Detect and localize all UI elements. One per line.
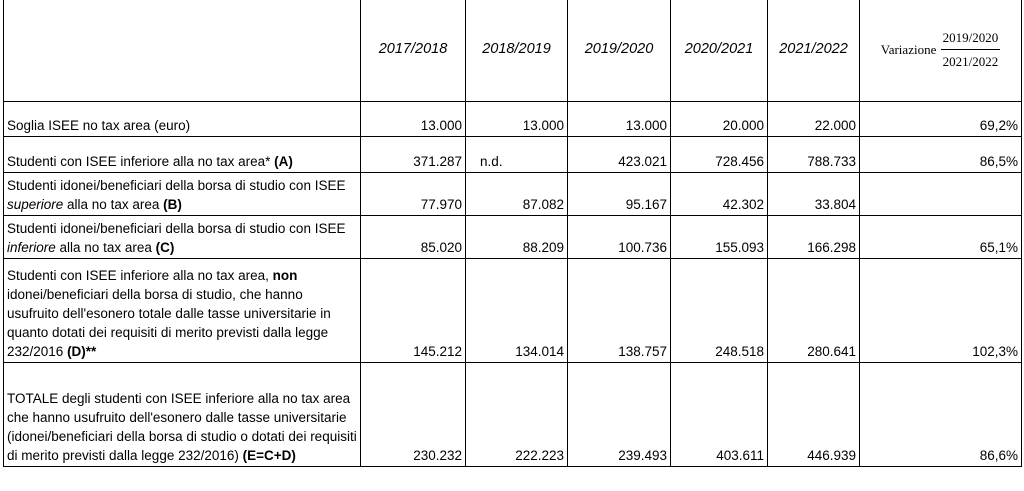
value-cell: 20.000 xyxy=(671,102,768,137)
value-cell: 166.298 xyxy=(768,216,860,259)
row-label xyxy=(4,102,361,137)
row-label-part: non xyxy=(272,268,298,283)
variation-fraction xyxy=(941,28,1001,71)
row-label xyxy=(4,363,361,467)
row-label-part: inferiore xyxy=(7,240,56,255)
row-label-part: (B) xyxy=(163,197,182,212)
value-cell: 138.757 xyxy=(568,259,671,363)
variation-cell: 86,5% xyxy=(860,137,1022,173)
value-cell: 446.939 xyxy=(768,363,860,467)
variation-denominator: 2021/2022 xyxy=(942,54,999,69)
year-header-2018-2019: 2018/2019 xyxy=(466,0,568,102)
header-blank-cell xyxy=(4,0,361,102)
row-label-part: Studenti con ISEE inferiore alla no tax area, xyxy=(7,268,273,283)
year-header-2020-2021: 2020/2021 xyxy=(671,0,768,102)
table-row xyxy=(4,102,1022,137)
variation-numerator: 2019/2020 xyxy=(941,28,1001,50)
value-cell: 13.000 xyxy=(466,102,568,137)
value-cell: 77.970 xyxy=(361,173,466,216)
value-cell: 22.000 xyxy=(768,102,860,137)
value-cell: 239.493 xyxy=(568,363,671,467)
row-label-part: TOTALE degli studenti con ISEE inferiore alla no tax area che hanno usufruito dell'esonero dalle tasse universitarie (idonei/beneficiari della borsa di studio o dotati dei requisiti di merito previsti dalla legge 232/2016) xyxy=(7,391,357,463)
row-label-part: Soglia ISEE no tax area (euro) xyxy=(7,118,191,133)
header-row xyxy=(4,0,1022,102)
row-label-part: Studenti con ISEE inferiore alla no tax area* xyxy=(7,154,275,169)
value-cell: 222.223 xyxy=(466,363,568,467)
row-label-part: Studenti idonei/beneficiari della borsa di studio con ISEE xyxy=(7,221,346,236)
table-row xyxy=(4,173,1022,216)
value-cell: 248.518 xyxy=(671,259,768,363)
variation-label: Variazione xyxy=(880,42,937,57)
value-cell: 728.456 xyxy=(671,137,768,173)
table-row xyxy=(4,363,1022,467)
value-cell: 33.804 xyxy=(768,173,860,216)
row-label-part: (E=C+D) xyxy=(242,448,296,463)
row-label-part: (C) xyxy=(155,240,175,255)
value-cell: 42.302 xyxy=(671,173,768,216)
table-row xyxy=(4,259,1022,363)
year-header-2017-2018: 2017/2018 xyxy=(361,0,466,102)
table-row xyxy=(4,137,1022,173)
row-label-part: idonei/beneficiari della borsa di studio, che hanno usufruito dell'esonero totale dalle tasse universitarie in quanto dotati dei requisiti di merito previsti dalla legge 232/2016 xyxy=(7,287,331,359)
row-label xyxy=(4,259,361,363)
row-label xyxy=(4,137,361,173)
value-cell: 100.736 xyxy=(568,216,671,259)
row-label-part: Studenti idonei/beneficiari della borsa di studio con ISEE xyxy=(7,178,346,193)
variation-cell: 86,6% xyxy=(860,363,1022,467)
isee-no-tax-area-table xyxy=(3,0,1022,467)
row-label-part: (A) xyxy=(274,154,293,169)
value-cell: 88.209 xyxy=(466,216,568,259)
value-cell: 423.021 xyxy=(568,137,671,173)
variation-cell: 102,3% xyxy=(860,259,1022,363)
row-label xyxy=(4,216,361,259)
year-header-2019-2020: 2019/2020 xyxy=(568,0,671,102)
value-cell: 371.287 xyxy=(361,137,466,173)
value-cell: 403.611 xyxy=(671,363,768,467)
variation-cell xyxy=(860,173,1022,216)
value-cell: 280.641 xyxy=(768,259,860,363)
value-cell: 155.093 xyxy=(671,216,768,259)
row-label-part: alla no tax area xyxy=(55,240,156,255)
variation-cell: 65,1% xyxy=(860,216,1022,259)
value-cell: 13.000 xyxy=(568,102,671,137)
value-cell: 13.000 xyxy=(361,102,466,137)
value-cell: 230.232 xyxy=(361,363,466,467)
year-header-2021-2022: 2021/2022 xyxy=(768,0,860,102)
value-cell: 85.020 xyxy=(361,216,466,259)
variation-header xyxy=(860,0,1022,102)
table-row xyxy=(4,216,1022,259)
row-label-part: superiore xyxy=(7,197,64,212)
value-cell: 87.082 xyxy=(466,173,568,216)
value-cell: n.d. xyxy=(466,137,568,173)
row-label-part: alla no tax area xyxy=(63,197,164,212)
value-cell: 788.733 xyxy=(768,137,860,173)
value-cell: 145.212 xyxy=(361,259,466,363)
row-label-part: (D)** xyxy=(67,344,97,359)
value-cell: 95.167 xyxy=(568,173,671,216)
variation-cell: 69,2% xyxy=(860,102,1022,137)
row-label xyxy=(4,173,361,216)
value-cell: 134.014 xyxy=(466,259,568,363)
